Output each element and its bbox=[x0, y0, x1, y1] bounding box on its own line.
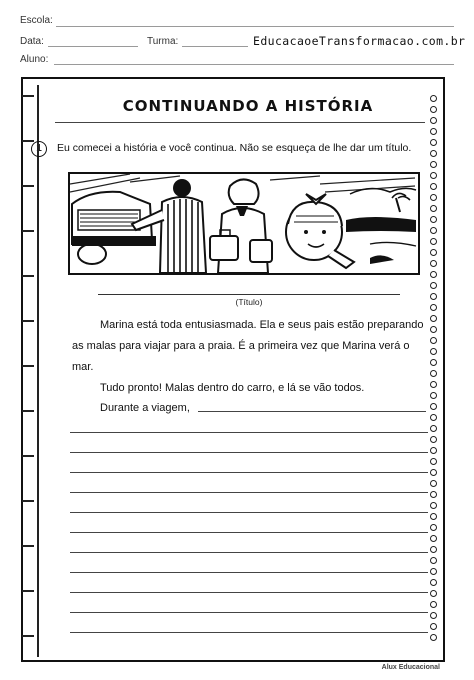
perforation-dot bbox=[430, 337, 437, 344]
perforation-dot bbox=[430, 557, 437, 564]
perforation-dot bbox=[430, 546, 437, 553]
title-divider bbox=[55, 122, 425, 123]
notebook-spine bbox=[37, 85, 39, 657]
perforation-dot bbox=[430, 106, 437, 113]
perforation-dot bbox=[430, 304, 437, 311]
perforation-dot bbox=[430, 282, 437, 289]
perforation-dot bbox=[430, 491, 437, 498]
binder-tick bbox=[22, 365, 34, 367]
perforation-dot bbox=[430, 414, 437, 421]
perforation-dot bbox=[430, 469, 437, 476]
writing-line[interactable] bbox=[70, 552, 428, 553]
data-label: Data: bbox=[20, 36, 44, 47]
perforation-dot bbox=[430, 381, 437, 388]
turma-field[interactable] bbox=[182, 46, 248, 47]
perforation-dot bbox=[430, 425, 437, 432]
perforation-dot bbox=[430, 315, 437, 322]
binder-tick bbox=[22, 185, 34, 187]
perforation-dot bbox=[430, 535, 437, 542]
perforation-dot bbox=[430, 458, 437, 465]
perforation-dot bbox=[430, 139, 437, 146]
aluno-label: Aluno: bbox=[20, 54, 49, 65]
binder-tick bbox=[22, 320, 34, 322]
binder-tick bbox=[22, 500, 34, 502]
worksheet-title: CONTINUANDO A HISTÓRIA bbox=[122, 97, 374, 115]
perforation-dot bbox=[430, 117, 437, 124]
perforation-dot bbox=[430, 513, 437, 520]
brand-text: EducacaoeTransformacao.com.br bbox=[253, 34, 466, 48]
perforation-dot bbox=[430, 403, 437, 410]
perforation-dot bbox=[430, 634, 437, 641]
writing-line[interactable] bbox=[70, 632, 428, 633]
perforation-dot bbox=[430, 293, 437, 300]
writing-line[interactable] bbox=[70, 512, 428, 513]
binder-tick bbox=[22, 230, 34, 232]
writing-line[interactable] bbox=[70, 472, 428, 473]
perforation-dot bbox=[430, 161, 437, 168]
perforation-dot bbox=[430, 436, 437, 443]
perforation-dot bbox=[430, 392, 437, 399]
perforation-dot bbox=[430, 227, 437, 234]
continuation-start-line[interactable] bbox=[198, 411, 426, 412]
turma-label: Turma: bbox=[147, 36, 179, 47]
binder-tick bbox=[22, 275, 34, 277]
perforation-dot bbox=[430, 260, 437, 267]
perforation-dot bbox=[430, 183, 437, 190]
perforation-dot bbox=[430, 590, 437, 597]
perforation-dot bbox=[430, 359, 437, 366]
travel-illustration bbox=[68, 172, 420, 275]
writing-line[interactable] bbox=[70, 532, 428, 533]
story-line: as malas para viajar para a praia. É a primeira vez que Marina verá o bbox=[72, 340, 410, 352]
writing-line[interactable] bbox=[70, 592, 428, 593]
story-line: Durante a viagem, bbox=[100, 402, 190, 414]
binder-tick bbox=[22, 635, 34, 637]
escola-label: Escola: bbox=[20, 15, 53, 26]
binder-tick bbox=[22, 455, 34, 457]
credit-text: Alux Educacional bbox=[381, 664, 440, 671]
escola-field[interactable] bbox=[56, 26, 454, 27]
question-number: 1 bbox=[31, 141, 47, 157]
perforation-dot bbox=[430, 601, 437, 608]
perforation-dot bbox=[430, 447, 437, 454]
writing-line[interactable] bbox=[70, 572, 428, 573]
binder-tick bbox=[22, 140, 34, 142]
story-line: Tudo pronto! Malas dentro do carro, e lá se vão todos. bbox=[100, 382, 365, 394]
perforation-dot bbox=[430, 480, 437, 487]
perforation-dot bbox=[430, 271, 437, 278]
perforation-dot bbox=[430, 579, 437, 586]
perforation-dot bbox=[430, 172, 437, 179]
data-field[interactable] bbox=[48, 46, 138, 47]
perforation-dot bbox=[430, 249, 437, 256]
perforation-dot bbox=[430, 194, 437, 201]
writing-line[interactable] bbox=[70, 492, 428, 493]
binder-tick bbox=[22, 410, 34, 412]
perforation-dot bbox=[430, 370, 437, 377]
perforation-dot bbox=[430, 216, 437, 223]
perforation-dot bbox=[430, 524, 437, 531]
perforation-dot bbox=[430, 568, 437, 575]
perforation-dot bbox=[430, 205, 437, 212]
title-caption: (Título) bbox=[235, 297, 263, 307]
perforation-dot bbox=[430, 326, 437, 333]
perforation-dot bbox=[430, 150, 437, 157]
perforation-dot bbox=[430, 623, 437, 630]
binder-tick bbox=[22, 545, 34, 547]
perforated-edge bbox=[430, 95, 444, 650]
illustration-drawing bbox=[70, 174, 418, 273]
perforation-dot bbox=[430, 502, 437, 509]
writing-line[interactable] bbox=[70, 432, 428, 433]
instruction-text: Eu comecei a história e você continua. Não se esqueça de lhe dar um título. bbox=[57, 142, 412, 154]
perforation-dot bbox=[430, 95, 437, 102]
perforation-dot bbox=[430, 238, 437, 245]
writing-line[interactable] bbox=[70, 452, 428, 453]
perforation-dot bbox=[430, 348, 437, 355]
story-line: Marina está toda entusiasmada. Ela e seus pais estão preparando bbox=[100, 319, 424, 331]
title-answer-line[interactable] bbox=[98, 294, 400, 295]
binder-tick bbox=[22, 590, 34, 592]
perforation-dot bbox=[430, 612, 437, 619]
perforation-dot bbox=[430, 128, 437, 135]
aluno-field[interactable] bbox=[54, 64, 454, 65]
story-line: mar. bbox=[72, 361, 94, 373]
writing-line[interactable] bbox=[70, 612, 428, 613]
binder-tick bbox=[22, 95, 34, 97]
